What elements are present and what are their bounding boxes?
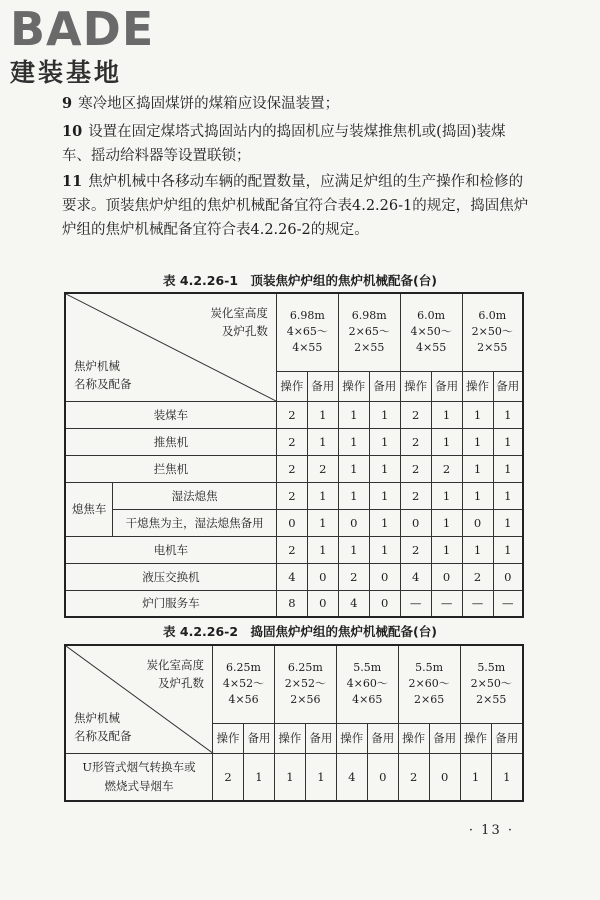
cell: 0 [429, 753, 460, 801]
cell: 1 [493, 482, 523, 509]
cell: 1 [493, 401, 523, 428]
cell: 2 [276, 401, 307, 428]
cell: 2 [307, 455, 338, 482]
table1-col-header: 6.0m 2×50～ 2×55 [462, 293, 523, 371]
table2-corner-bottom: 焦炉机械 名称及配备 [74, 710, 132, 743]
cell: — [431, 590, 462, 617]
cell: 1 [460, 753, 491, 801]
row-label: 电机车 [65, 536, 276, 563]
cell: 1 [338, 536, 369, 563]
clause-number: 10 [62, 123, 83, 140]
cell: — [493, 590, 523, 617]
sub-header-spare: 备用 [243, 723, 274, 753]
table1-col-header: 6.98m 2×65～ 2×55 [338, 293, 400, 371]
table2-col-header: 6.25m 2×52～ 2×56 [274, 645, 336, 723]
cell: 1 [462, 482, 493, 509]
cell: 1 [338, 455, 369, 482]
row-label: 推焦机 [65, 428, 276, 455]
page-number: · 13 · [468, 823, 514, 838]
sub-header-operate: 操作 [336, 723, 367, 753]
cell: 4 [400, 563, 431, 590]
cell: 4 [338, 590, 369, 617]
cell: 1 [307, 482, 338, 509]
cell: 2 [276, 482, 307, 509]
cell: 1 [307, 428, 338, 455]
cell: 1 [369, 428, 400, 455]
cell: 0 [367, 753, 398, 801]
cell: 1 [431, 428, 462, 455]
cell: 1 [338, 428, 369, 455]
table2-col-header: 6.25m 4×52～ 4×56 [213, 645, 275, 723]
table1-corner-header [65, 293, 276, 401]
cell: 2 [400, 455, 431, 482]
table-row [65, 482, 523, 509]
cell: 1 [338, 482, 369, 509]
cell: 1 [493, 428, 523, 455]
sub-header-operate: 操作 [276, 371, 307, 401]
table1-col-header: 6.98m 4×65～ 4×55 [276, 293, 338, 371]
cell: 0 [400, 509, 431, 536]
cell: 1 [274, 753, 305, 801]
table-row [65, 455, 523, 482]
table-row [65, 563, 523, 590]
cell: 1 [338, 401, 369, 428]
cell: 0 [276, 509, 307, 536]
cell: 1 [369, 401, 400, 428]
clause-number: 11 [62, 173, 83, 190]
table2-caption: 表 4.2.26-2 捣固焦炉炉组的焦炉机械配备(台) [163, 624, 437, 639]
cell: 4 [276, 563, 307, 590]
cell: 2 [213, 753, 244, 801]
table2-corner-top: 炭化室高度 及炉孔数 [146, 658, 205, 690]
sub-header-operate: 操作 [338, 371, 369, 401]
table1-col-header: 6.0m 4×50～ 4×55 [400, 293, 462, 371]
sub-header-spare: 备用 [431, 371, 462, 401]
clause-text: 焦炉机械中各移动车辆的配置数量，应满足炉组的生产操作和检修的要求。顶装焦炉炉组的焦炉机械配备宜符合表4.2.26-1的规定，捣固焦炉炉组的焦炉机械配备宜符合表4.2.26-2的规定。 [62, 174, 529, 238]
sub-header-operate: 操作 [460, 723, 491, 753]
cell: 1 [431, 401, 462, 428]
cell: 0 [462, 509, 493, 536]
cell: 2 [398, 753, 429, 801]
cell: 1 [462, 536, 493, 563]
group-label: 熄焦车 [65, 482, 113, 536]
sub-header-spare: 备用 [429, 723, 460, 753]
row-label: 炉门服务车 [65, 590, 276, 617]
row-label: 装煤车 [65, 401, 276, 428]
sub-header-spare: 备用 [491, 723, 523, 753]
cell: — [400, 590, 431, 617]
cell: 1 [369, 509, 400, 536]
sub-header-operate: 操作 [398, 723, 429, 753]
logo-wordmark: BADE [10, 2, 155, 56]
cell: 1 [243, 753, 274, 801]
table2-col-header: 5.5m 4×60～ 4×65 [336, 645, 398, 723]
cell: 2 [431, 455, 462, 482]
cell: 2 [276, 455, 307, 482]
table-row [65, 401, 523, 428]
cell: 0 [493, 563, 523, 590]
table1-corner-bottom: 焦炉机械 名称及配备 [74, 358, 132, 391]
row-label: 湿法熄焦 [113, 482, 277, 509]
cell: — [462, 590, 493, 617]
clause-11 [62, 170, 532, 242]
cell: 1 [431, 536, 462, 563]
cell: 1 [431, 482, 462, 509]
cell: 1 [305, 753, 336, 801]
cell: 2 [276, 536, 307, 563]
table-row [65, 536, 523, 563]
cell: 1 [462, 428, 493, 455]
cell: 1 [307, 536, 338, 563]
cell: 2 [400, 482, 431, 509]
site-logo [10, 2, 155, 88]
table-row [65, 753, 523, 801]
sub-header-spare: 备用 [307, 371, 338, 401]
sub-header-spare: 备用 [305, 723, 336, 753]
row-label: 液压交换机 [65, 563, 276, 590]
cell: 1 [493, 455, 523, 482]
cell: 0 [307, 563, 338, 590]
table2 [64, 644, 524, 802]
row-label: 干熄焦为主，湿法熄焦备用 [113, 509, 277, 536]
table1-corner-top: 炭化室高度 及炉孔数 [210, 306, 268, 338]
sub-header-operate: 操作 [213, 723, 244, 753]
clause-text: 设置在固定煤塔式捣固站内的捣固机应与装煤推焦机或(捣固)装煤车、摇动给料器等设置联锁； [62, 124, 506, 164]
sub-header-operate: 操作 [400, 371, 431, 401]
table1-caption: 表 4.2.26-1 顶装焦炉炉组的焦炉机械配备(台) [163, 273, 437, 288]
cell: 1 [431, 509, 462, 536]
cell: 1 [369, 455, 400, 482]
cell: 1 [369, 482, 400, 509]
table1 [64, 292, 524, 618]
cell: 2 [338, 563, 369, 590]
clause-9 [62, 92, 532, 116]
cell: 0 [338, 509, 369, 536]
table-row [65, 509, 523, 536]
sub-header-spare: 备用 [367, 723, 398, 753]
cell: 4 [336, 753, 367, 801]
sub-header-spare: 备用 [493, 371, 523, 401]
clause-number: 9 [62, 95, 73, 112]
table-row [65, 590, 523, 617]
cell: 1 [493, 509, 523, 536]
row-label: U形管式烟气转换车或 燃烧式导烟车 [65, 753, 213, 801]
cell: 0 [431, 563, 462, 590]
cell: 2 [400, 428, 431, 455]
cell: 1 [462, 455, 493, 482]
cell: 1 [493, 536, 523, 563]
table-row [65, 428, 523, 455]
cell: 2 [276, 428, 307, 455]
clause-text: 寒冷地区捣固煤饼的煤箱应设保温装置； [78, 96, 340, 112]
row-label: 拦焦机 [65, 455, 276, 482]
sub-header-operate: 操作 [462, 371, 493, 401]
cell: 1 [491, 753, 523, 801]
table2-col-header: 5.5m 2×50～ 2×55 [460, 645, 523, 723]
logo-subtitle: 建装基地 [10, 58, 123, 87]
cell: 1 [307, 509, 338, 536]
cell: 2 [400, 401, 431, 428]
cell: 0 [369, 563, 400, 590]
cell: 1 [307, 401, 338, 428]
cell: 2 [400, 536, 431, 563]
cell: 0 [307, 590, 338, 617]
cell: 2 [462, 563, 493, 590]
sub-header-spare: 备用 [369, 371, 400, 401]
cell: 8 [276, 590, 307, 617]
table2-col-header: 5.5m 2×60～ 2×65 [398, 645, 460, 723]
clause-10 [62, 120, 532, 168]
cell: 0 [369, 590, 400, 617]
sub-header-operate: 操作 [274, 723, 305, 753]
table2-corner-header [65, 645, 213, 753]
cell: 1 [462, 401, 493, 428]
cell: 1 [369, 536, 400, 563]
